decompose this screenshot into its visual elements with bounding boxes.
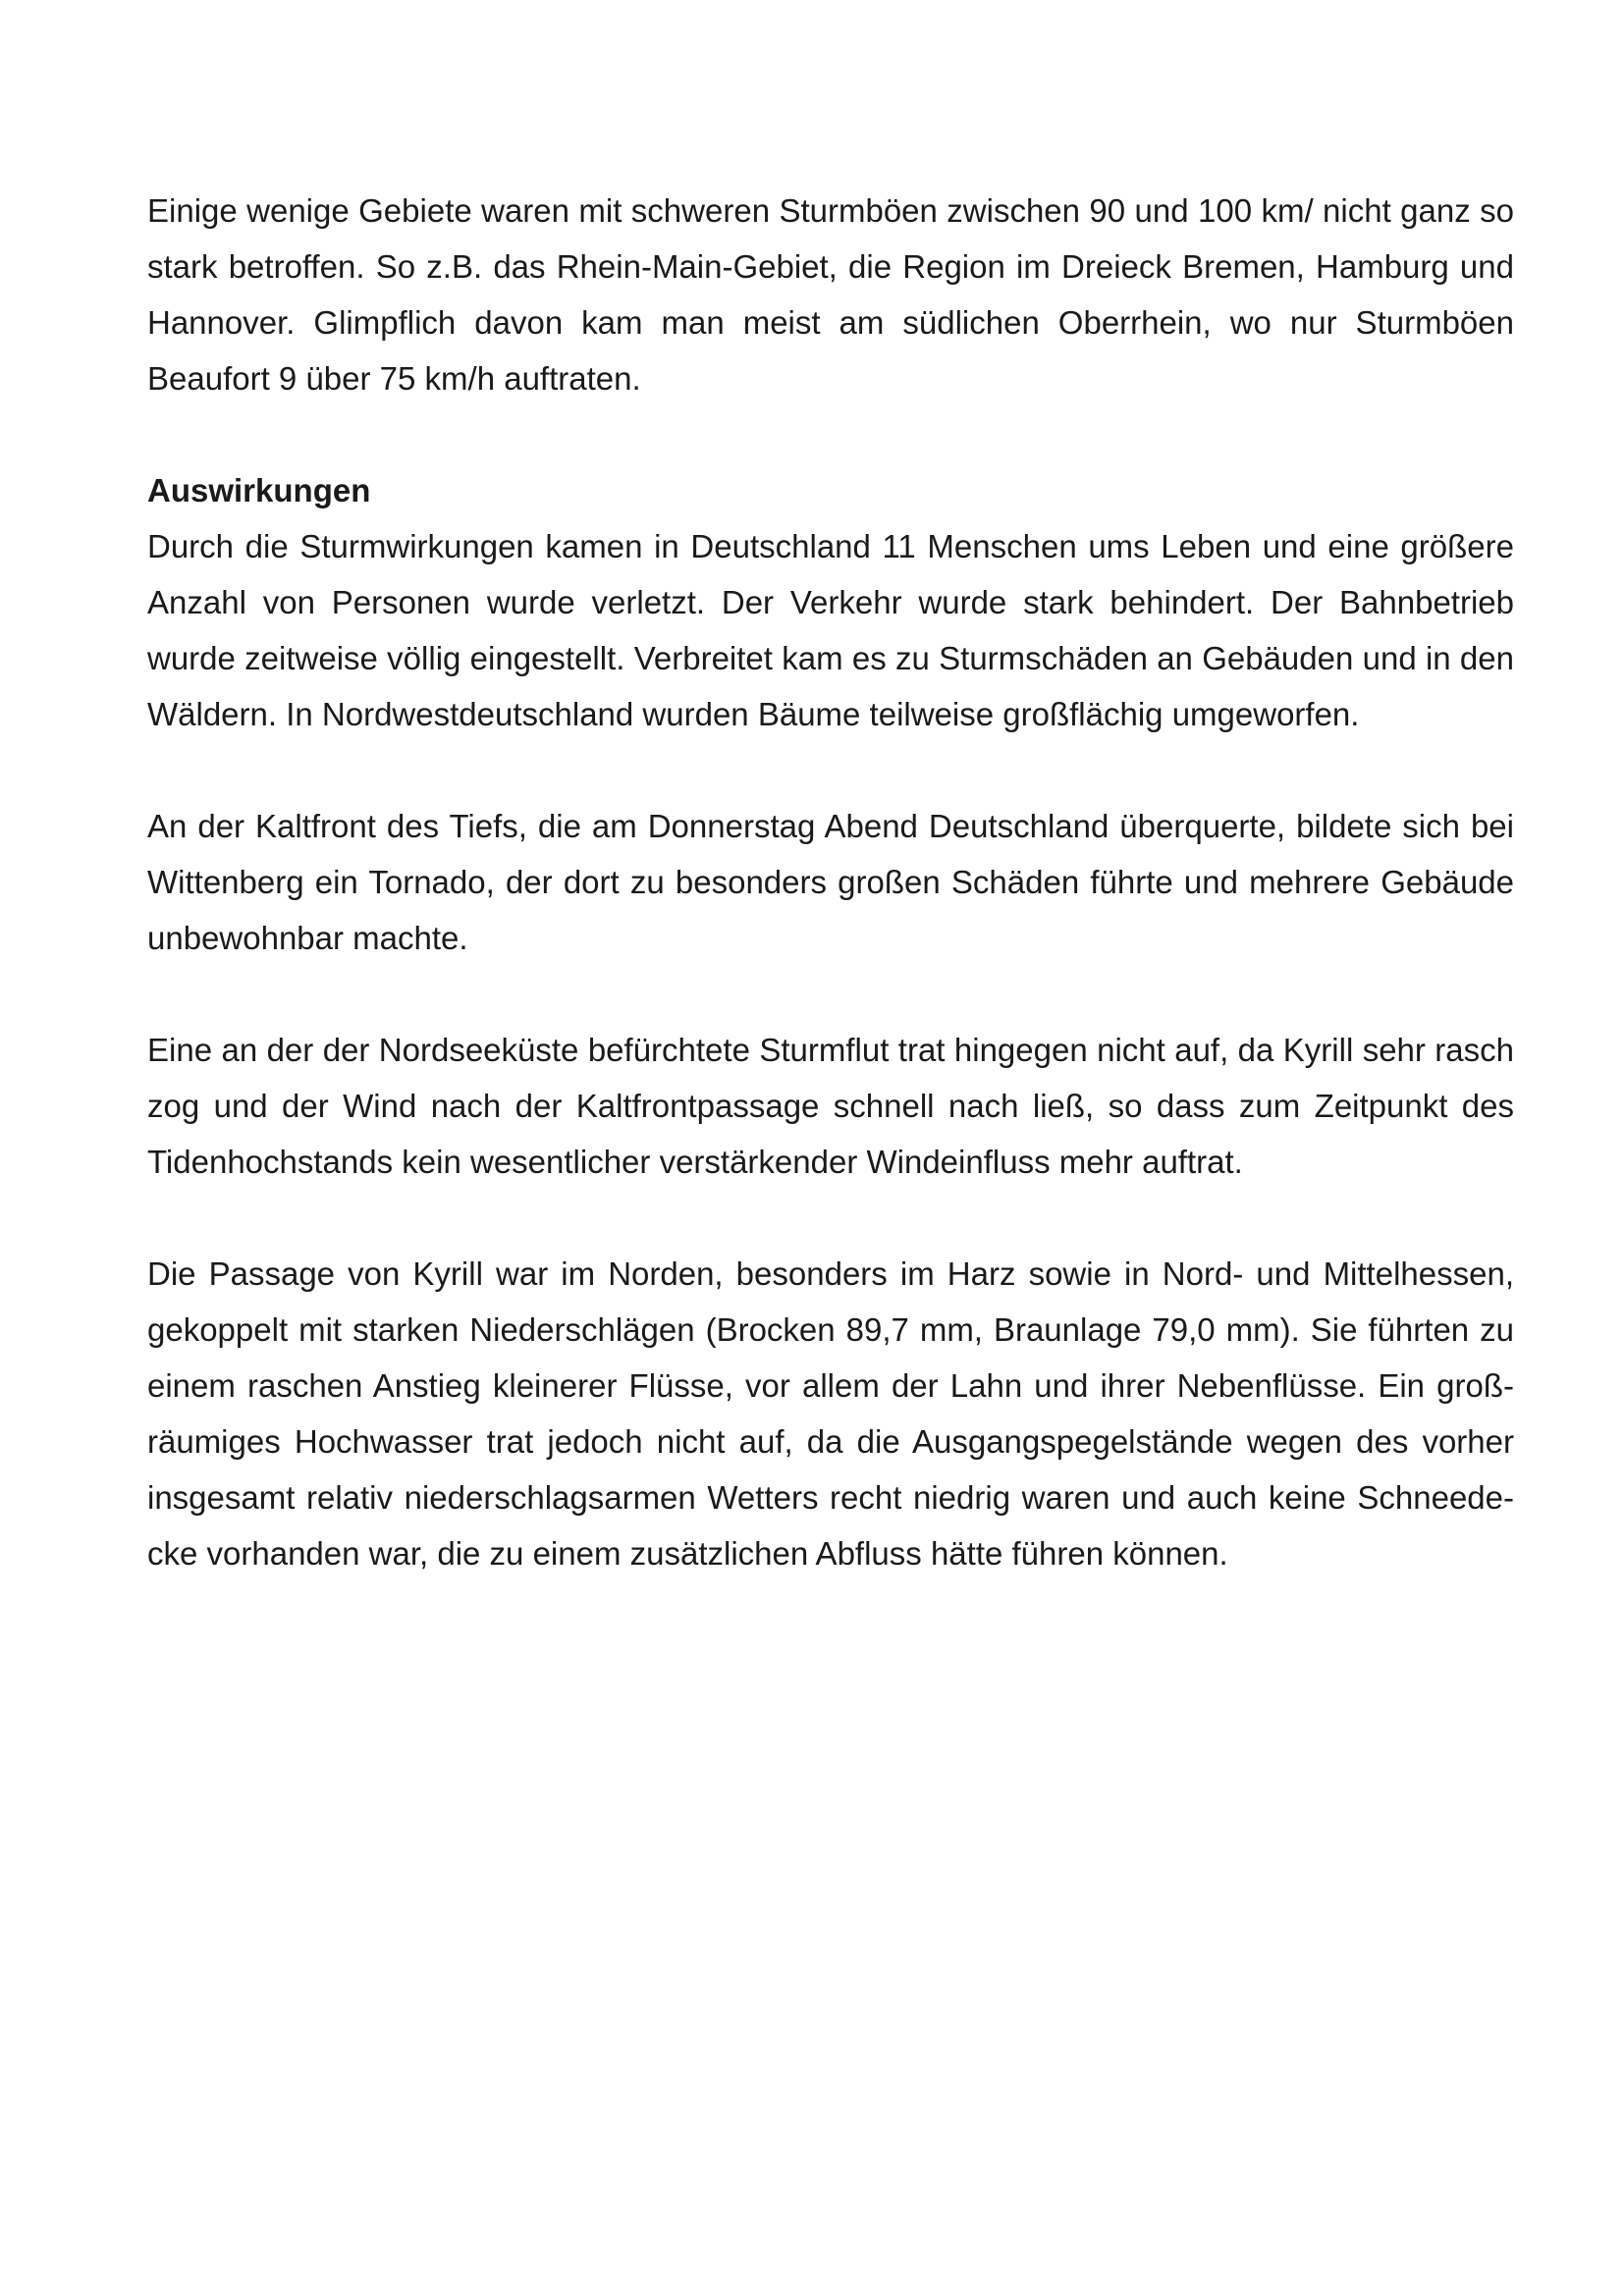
paragraph-storm-surge: Eine an der der Nordseeküste befürchtete Sturmflut trat hingegen nicht auf, da Kyrill sehr rasch zog und der Wind nach der Kaltfrontpassage schnell nach ließ, so dass zum Zeitpunkt des Tidenhochstands kein wesentlicher verstärkender Windeinfluss mehr auftrat. bbox=[147, 1032, 1514, 1180]
paragraph-impacts: Durch die Sturmwirkungen kamen in Deutschland 11 Menschen ums Leben und eine größere Anzahl von Personen wurde verletzt. Der Verkehr wurde stark behindert. Der Bahnbetrieb wurde zeitweise völlig eingestellt. Verbreitet kam es zu Sturmschäden an Gebäuden und in den Wäldern. In Nordwestdeutschland wurden Bäume teilweise großflächig umgeworfen. bbox=[147, 528, 1514, 732]
document-page bbox=[147, 183, 1514, 1581]
paragraph-precipitation: Die Passage von Kyrill war im Norden, besonders im Harz sowie in Nord- und Mittelhessen, gekoppelt mit starken Niederschlägen (Brocken 89,7 mm, Braunlage 79,0 mm). Sie führten zu einem raschen Anstieg kleinerer Flüsse, vor allem der Lahn und ihrer Nebenflüsse. Ein groß-räumiges Hochwasser trat jedoch nicht auf, da die Ausgangspegelstände wegen des vorher insgesamt relativ niederschlagsarmen Wetters recht niedrig waren und auch keine Schneede-cke vorhanden war, die zu einem zusätzlichen Abfluss hätte führen können. bbox=[147, 1255, 1514, 1572]
paragraph-tornado: An der Kaltfront des Tiefs, die am Donnerstag Abend Deutschland überquerte, bildete sich bei Wittenberg ein Tornado, der dort zu besonders großen Schäden führte und mehrere Gebäude unbewohnbar machte. bbox=[147, 808, 1514, 956]
section-heading-auswirkungen: Auswirkungen bbox=[147, 472, 371, 508]
paragraph-storm-regions: Einige wenige Gebiete waren mit schweren Sturmböen zwischen 90 und 100 km/ nicht ganz so stark betroffen. So z.B. das Rhein-Main-Gebiet, die Region im Dreieck Bremen, Hamburg und Hannover. Glimpflich davon kam man meist am südlichen Oberrhein, wo nur Sturmböen Beaufort 9 über 75 km/h auftraten. bbox=[147, 192, 1514, 397]
